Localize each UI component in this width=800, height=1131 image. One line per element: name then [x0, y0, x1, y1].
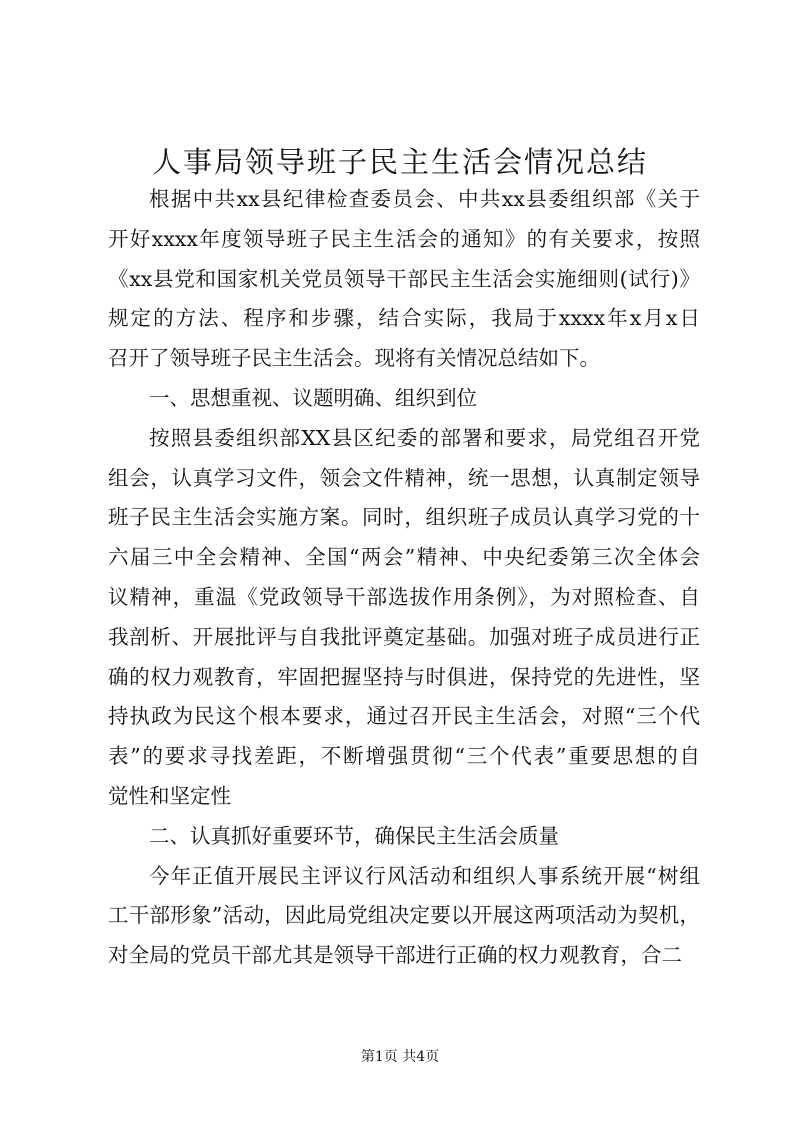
section-heading	[108, 379, 700, 419]
text-line: 对全局的党员干部尤其是领导干部进行正确的权力观教育，合二	[108, 943, 682, 968]
text-line: 组会，认真学习文件，领会文件精神，统一思想，认真制定领导	[108, 465, 700, 490]
text-line: 今年正值开展民主评议行风活动和组织人事系统开展“树组	[149, 863, 700, 888]
document-body	[108, 180, 700, 976]
text-line: 工干部形象”活动，因此局党组决定要以开展这两项活动为契机，	[108, 903, 700, 928]
text-line: 表”的要求寻找差距，不断增强贯彻“三个代表”重要思想的自	[108, 744, 700, 769]
text-line: 开好xxxx年度领导班子民主生活会的通知》的有关要求，按照	[108, 226, 700, 251]
text-line: 班子民主生活会实施方案。同时，组织班子成员认真学习党的十	[108, 505, 700, 530]
text-line: 按照县委组织部XX县区纪委的部署和要求，局党组召开党	[149, 425, 700, 450]
text-line: 《xx县党和国家机关党员领导干部民主生活会实施细则(试行)》	[108, 266, 700, 291]
text-line: 二、认真抓好重要环节，确保民主生活会质量	[149, 823, 559, 848]
text-line: 一、思想重视、议题明确、组织到位	[149, 385, 477, 410]
page-footer: 第1页 共4页	[360, 1049, 440, 1065]
paragraph	[108, 180, 700, 379]
paragraph	[108, 419, 700, 817]
section-heading	[108, 817, 700, 857]
text-line: 持执政为民这个根本要求，通过召开民主生活会，对照“三个代	[108, 704, 700, 729]
text-line: 召开了领导班子民主生活会。现将有关情况总结如下。	[108, 346, 600, 371]
paragraph	[108, 857, 700, 976]
text-line: 我剖析、开展批评与自我批评奠定基础。加强对班子成员进行正	[108, 624, 700, 649]
text-line: 规定的方法、程序和步骤，结合实际，我局于xxxx年x月x日	[108, 306, 700, 331]
document-title: 人事局领导班子民主生活会情况总结	[151, 145, 648, 179]
text-line: 确的权力观教育，牢固把握坚持与时俱进，保持党的先进性，坚	[108, 664, 700, 689]
text-line: 六届三中全会精神、全国“两会”精神、中央纪委第三次全体会	[108, 545, 700, 570]
text-line: 议精神，重温《党政领导干部选拔作用条例》，为对照检查、自	[108, 584, 700, 609]
text-line: 根据中共xx县纪律检查委员会、中共xx县委组织部《关于	[149, 187, 700, 211]
text-line: 觉性和坚定性	[108, 783, 231, 808]
